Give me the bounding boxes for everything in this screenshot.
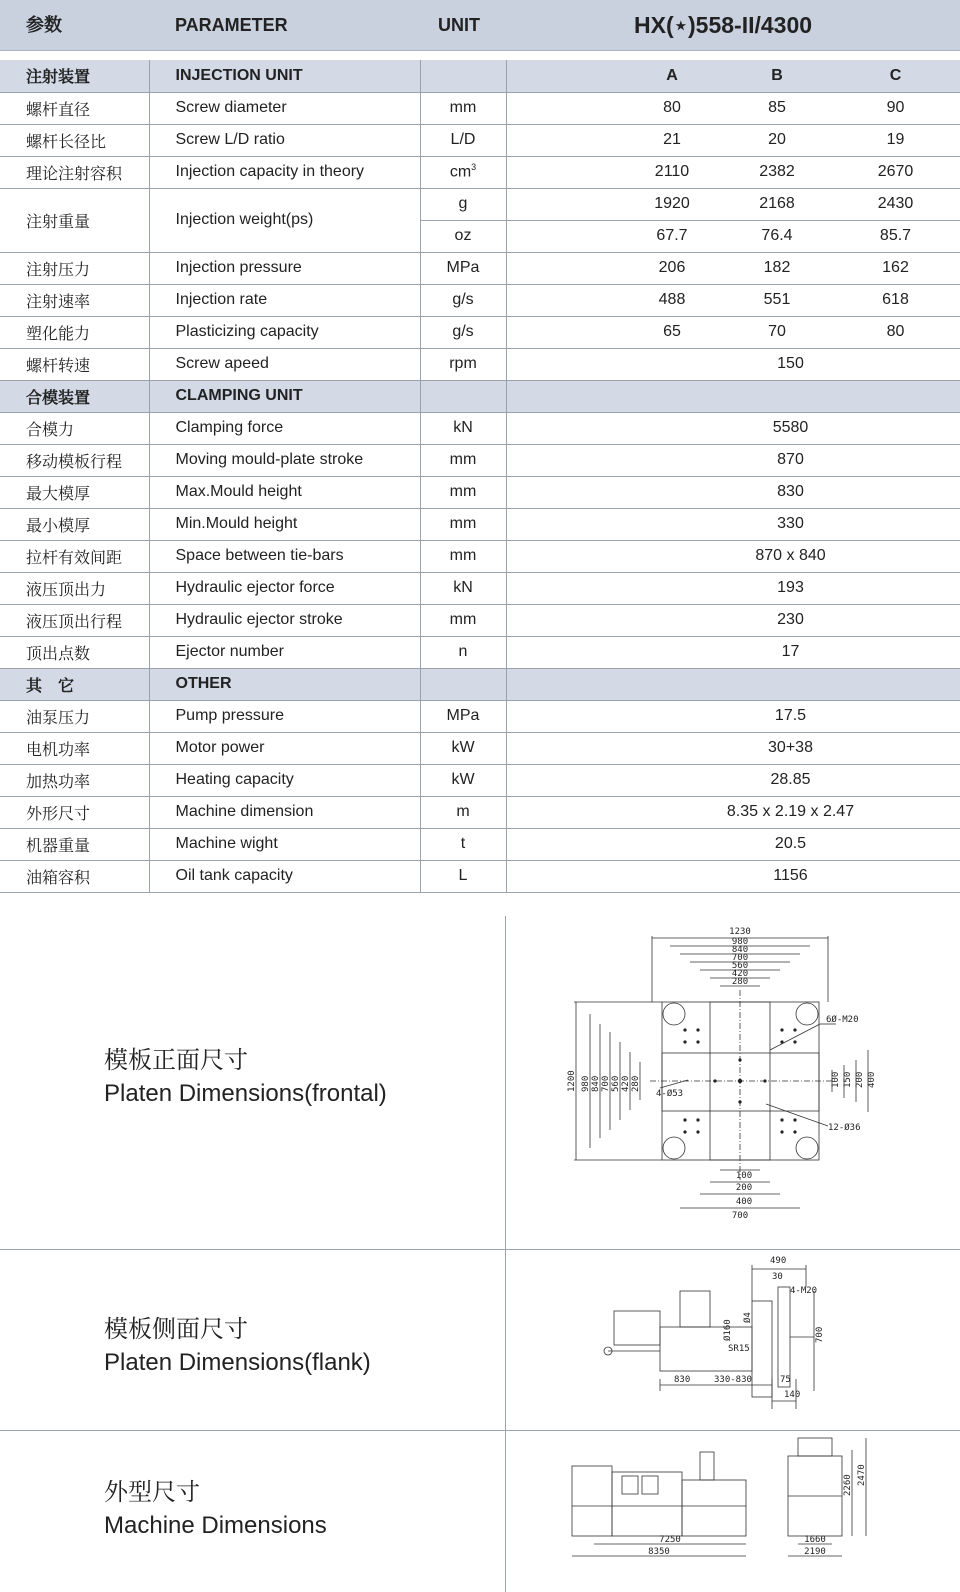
param-name-cn: 电机功率 <box>0 732 149 764</box>
value-spacer <box>506 444 621 476</box>
machine-dim-width2: 8350 <box>648 1547 670 1557</box>
flank-label <box>104 1313 371 1379</box>
table-row <box>0 92 960 124</box>
value-spacer <box>506 476 621 508</box>
dim-top-1: 980 <box>731 937 749 947</box>
param-value: 206 <box>621 252 723 284</box>
param-unit <box>420 636 506 668</box>
machine-dim-h2: 2470 <box>857 1464 867 1486</box>
dim-left-1: 980 <box>581 1075 591 1092</box>
param-unit-text: L <box>458 867 468 884</box>
param-name-cn: 加热功率 <box>0 764 149 796</box>
dim-bottom-3: 700 <box>731 1211 749 1221</box>
param-value: 20.5 <box>621 828 960 860</box>
param-name-cn: 液压顶出力 <box>0 572 149 604</box>
param-unit <box>420 732 506 764</box>
param-name-en: Injection pressure <box>149 252 420 284</box>
param-name-cn: 液压顶出行程 <box>0 604 149 636</box>
value-spacer <box>506 700 621 732</box>
param-name-cn: 外形尺寸 <box>0 796 149 828</box>
section-title-en: CLAMPING UNIT <box>149 380 420 412</box>
param-name-cn: 注射重量 <box>0 188 149 252</box>
param-name-cn: 最大模厚 <box>0 476 149 508</box>
machine-label-cn: 外型尺寸 <box>104 1479 200 1506</box>
param-name-cn: 注射压力 <box>0 252 149 284</box>
param-unit <box>420 540 506 572</box>
value-spacer <box>506 636 621 668</box>
param-value: 17 <box>621 636 960 668</box>
section-col-blank <box>621 668 960 700</box>
frontal-label-cn: 模板正面尺寸 <box>104 1047 248 1074</box>
param-value: 2382 <box>723 156 831 188</box>
param-name-en: Screw apeed <box>149 348 420 380</box>
param-value: 17.5 <box>621 700 960 732</box>
dim-right-1: 150 <box>843 1071 853 1088</box>
param-unit-text: kN <box>453 419 473 436</box>
param-value: 5580 <box>621 412 960 444</box>
dim-left-0: 1200 <box>567 1070 577 1092</box>
column-label: A <box>621 60 723 92</box>
param-unit-text: MPa <box>446 259 480 276</box>
param-unit-text: rpm <box>449 355 477 372</box>
param-unit-text: mm <box>449 515 477 532</box>
table-row <box>0 828 960 860</box>
param-unit-text: MPa <box>446 707 480 724</box>
param-unit-text: kN <box>453 579 473 596</box>
table-row <box>0 348 960 380</box>
value-spacer <box>506 860 621 892</box>
param-unit-text: mm <box>449 547 477 564</box>
param-name-en: Hydraulic ejector stroke <box>149 604 420 636</box>
section-col-blank <box>621 380 960 412</box>
table-row <box>0 188 960 220</box>
section-header-row <box>0 380 960 412</box>
param-name-en: Clamping force <box>149 412 420 444</box>
table-row <box>0 412 960 444</box>
table-row <box>0 764 960 796</box>
param-unit <box>420 252 506 284</box>
section-header-row <box>0 668 960 700</box>
header-col-en: PARAMETER <box>175 15 288 35</box>
table-row <box>0 124 960 156</box>
param-name-en: Hydraulic ejector force <box>149 572 420 604</box>
tie-bar-hole <box>796 1003 818 1025</box>
panel-divider <box>505 1249 506 1430</box>
dim-top-2: 840 <box>731 945 749 955</box>
param-value: 90 <box>831 92 960 124</box>
param-name-en: Max.Mould height <box>149 476 420 508</box>
param-value: 2168 <box>723 188 831 220</box>
flank-dim-range: 330-830 <box>714 1375 752 1385</box>
param-name-en: Pump pressure <box>149 700 420 732</box>
value-spacer <box>506 412 621 444</box>
dim-top-5: 420 <box>731 969 749 979</box>
param-value: 193 <box>621 572 960 604</box>
param-unit <box>420 316 506 348</box>
value-spacer <box>506 540 621 572</box>
section-title-cn: 合模装置 <box>0 380 149 412</box>
panel-divider <box>505 916 506 1249</box>
machine-side-front <box>572 1466 612 1536</box>
flank-drawing <box>600 1251 850 1427</box>
param-value: 30+38 <box>621 732 960 764</box>
dim-top-3: 700 <box>731 953 749 963</box>
callout-hole: 12-Ø36 <box>828 1123 861 1133</box>
section-title-cn: 其 它 <box>0 668 149 700</box>
flank-callout-thread: 4-M20 <box>790 1286 818 1296</box>
param-value: 21 <box>621 124 723 156</box>
param-value: 28.85 <box>621 764 960 796</box>
param-unit-text: mm <box>449 451 477 468</box>
param-unit-text: kW <box>451 771 475 788</box>
param-unit <box>420 476 506 508</box>
param-value: 618 <box>831 284 960 316</box>
param-unit <box>420 284 506 316</box>
param-value: 2110 <box>621 156 723 188</box>
dim-left-3: 700 <box>601 1075 611 1092</box>
section-unit-blank <box>420 60 506 92</box>
table-row <box>0 636 960 668</box>
flank-dim-sr: SR15 <box>728 1344 750 1354</box>
param-unit <box>420 828 506 860</box>
param-name-en: Injection weight(ps) <box>149 188 420 252</box>
value-spacer <box>506 508 621 540</box>
param-value: 76.4 <box>723 220 831 252</box>
flank-dim-top: 490 <box>770 1256 787 1266</box>
param-value: 2430 <box>831 188 960 220</box>
param-value: 65 <box>621 316 723 348</box>
param-unit <box>420 188 506 220</box>
value-spacer <box>506 828 621 860</box>
machine-label <box>104 1476 327 1542</box>
tie-bar-hole <box>663 1137 685 1159</box>
param-name-en: Injection rate <box>149 284 420 316</box>
param-name-cn: 注射速率 <box>0 284 149 316</box>
value-spacer <box>506 124 621 156</box>
param-name-cn: 理论注射容积 <box>0 156 149 188</box>
section-title-cn: 注射装置 <box>0 60 149 92</box>
section-unit-blank <box>420 380 506 412</box>
param-value: 1920 <box>621 188 723 220</box>
param-value: 182 <box>723 252 831 284</box>
panel-flank <box>0 1249 960 1431</box>
value-spacer <box>506 572 621 604</box>
param-name-cn: 螺杆长径比 <box>0 124 149 156</box>
param-name-en: Injection capacity in theory <box>149 156 420 188</box>
table-row <box>0 732 960 764</box>
param-unit <box>420 604 506 636</box>
param-value: 150 <box>621 348 960 380</box>
frontal-drawing <box>567 920 900 1240</box>
value-spacer <box>506 604 621 636</box>
param-unit <box>420 796 506 828</box>
flank-dim-phi4: Ø4 <box>743 1312 753 1323</box>
param-name-cn: 最小模厚 <box>0 508 149 540</box>
param-unit-sup: 3 <box>471 162 477 173</box>
dim-bottom-0: 100 <box>735 1171 753 1181</box>
param-unit-text: n <box>458 643 468 660</box>
table-row <box>0 444 960 476</box>
flank-dim-830: 830 <box>674 1375 691 1385</box>
param-unit-text: cm <box>449 163 472 181</box>
machine-drawing <box>570 1436 890 1566</box>
table-row <box>0 476 960 508</box>
param-value: 230 <box>621 604 960 636</box>
flank-dim-140: 140 <box>784 1390 801 1400</box>
param-name-cn: 螺杆直径 <box>0 92 149 124</box>
table-row <box>0 156 960 188</box>
table-row <box>0 540 960 572</box>
param-name-cn: 合模力 <box>0 412 149 444</box>
value-spacer <box>506 156 621 188</box>
value-spacer <box>506 92 621 124</box>
param-unit-text: g/s <box>452 291 474 308</box>
param-unit-text: mm <box>449 611 477 628</box>
param-name-en: Machine dimension <box>149 796 420 828</box>
param-name-en: Min.Mould height <box>149 508 420 540</box>
flank-label-en: Platen Dimensions(flank) <box>104 1349 371 1376</box>
param-value: 85 <box>723 92 831 124</box>
param-unit-text: g/s <box>452 323 474 340</box>
panel-frontal <box>0 916 960 1250</box>
machine-dim-side2: 2190 <box>804 1547 826 1557</box>
dim-right-0: 100 <box>831 1071 841 1088</box>
dim-left-6: 280 <box>631 1075 641 1092</box>
machine-dim-width1: 7250 <box>659 1535 681 1545</box>
dim-left-4: 560 <box>611 1075 621 1092</box>
dim-left-2: 840 <box>591 1075 601 1092</box>
table-row <box>0 860 960 892</box>
param-unit <box>420 412 506 444</box>
param-name-en: Heating capacity <box>149 764 420 796</box>
value-spacer <box>506 348 621 380</box>
table-row <box>0 700 960 732</box>
dim-bottom-1: 200 <box>735 1183 753 1193</box>
callout-thread: 6Ø-M20 <box>826 1015 859 1025</box>
param-value: 20 <box>723 124 831 156</box>
section-col-blank <box>506 60 621 92</box>
flank-dim-75: 75 <box>780 1375 791 1385</box>
param-name-cn: 移动模板行程 <box>0 444 149 476</box>
value-spacer <box>506 764 621 796</box>
param-value: 85.7 <box>831 220 960 252</box>
machine-dim-side1: 1660 <box>804 1535 826 1545</box>
param-name-en: Space between tie-bars <box>149 540 420 572</box>
column-label: B <box>723 60 831 92</box>
param-name-cn: 塑化能力 <box>0 316 149 348</box>
machine-dim-h1: 2260 <box>843 1474 853 1496</box>
tie-bar-hole <box>796 1137 818 1159</box>
param-unit <box>420 348 506 380</box>
param-unit <box>420 508 506 540</box>
param-name-en: Plasticizing capacity <box>149 316 420 348</box>
param-value: 488 <box>621 284 723 316</box>
param-value: 19 <box>831 124 960 156</box>
column-label: C <box>831 60 960 92</box>
param-name-cn: 拉杆有效间距 <box>0 540 149 572</box>
param-name-en: Ejector number <box>149 636 420 668</box>
flank-dim-right: 700 <box>815 1326 825 1343</box>
param-name-cn: 油箱容积 <box>0 860 149 892</box>
callout-hole-small: 4-Ø53 <box>656 1089 684 1099</box>
param-unit: oz <box>420 220 506 252</box>
param-name-en: Oil tank capacity <box>149 860 420 892</box>
param-value: 551 <box>723 284 831 316</box>
param-unit <box>420 572 506 604</box>
section-title-en: OTHER <box>149 668 420 700</box>
value-spacer <box>506 316 621 348</box>
spec-table <box>0 60 960 893</box>
dim-top-0: 1230 <box>729 927 751 937</box>
param-value: 162 <box>831 252 960 284</box>
header-model: HX(⋆)558-II/4300 <box>634 12 813 38</box>
section-col-blank <box>506 668 621 700</box>
section-title-en: INJECTION UNIT <box>149 60 420 92</box>
machine-label-en: Machine Dimensions <box>104 1512 327 1539</box>
section-header-row <box>0 60 960 92</box>
section-col-blank <box>506 380 621 412</box>
param-unit <box>420 700 506 732</box>
param-value: 830 <box>621 476 960 508</box>
dim-bottom-2: 400 <box>735 1197 753 1207</box>
value-spacer <box>506 252 621 284</box>
param-name-en: Moving mould-plate stroke <box>149 444 420 476</box>
param-value: 870 <box>621 444 960 476</box>
frontal-label-en: Platen Dimensions(frontal) <box>104 1080 387 1107</box>
param-name-en: Machine wight <box>149 828 420 860</box>
param-name-en: Screw L/D ratio <box>149 124 420 156</box>
table-row <box>0 284 960 316</box>
param-unit <box>420 92 506 124</box>
flank-dim-phi160: Ø160 <box>723 1319 733 1341</box>
param-unit-text: mm <box>449 99 477 116</box>
table-row <box>0 316 960 348</box>
flank-dim-top2: 30 <box>772 1272 783 1282</box>
param-value: 67.7 <box>621 220 723 252</box>
header-col-unit: UNIT <box>438 15 480 35</box>
param-name-cn: 螺杆转速 <box>0 348 149 380</box>
section-unit-blank <box>420 668 506 700</box>
table-row <box>0 604 960 636</box>
frontal-label <box>104 1044 387 1110</box>
panel-divider <box>505 1430 506 1592</box>
dim-left-5: 420 <box>621 1075 631 1092</box>
header-col-cn: 参数 <box>26 15 62 35</box>
param-value: 870 x 840 <box>621 540 960 572</box>
param-name-en: Motor power <box>149 732 420 764</box>
param-unit <box>420 764 506 796</box>
spec-header <box>0 0 960 51</box>
dim-top-4: 560 <box>731 961 749 971</box>
param-name-cn: 油泵压力 <box>0 700 149 732</box>
tie-bar-hole <box>663 1003 685 1025</box>
param-unit-text: t <box>460 835 466 852</box>
param-unit <box>420 156 506 188</box>
param-value: 70 <box>723 316 831 348</box>
param-value: 8.35 x 2.19 x 2.47 <box>621 796 960 828</box>
param-name-cn: 顶出点数 <box>0 636 149 668</box>
param-name-en: Screw diameter <box>149 92 420 124</box>
param-unit <box>420 124 506 156</box>
param-value: 1156 <box>621 860 960 892</box>
param-unit-text: kW <box>451 739 475 756</box>
value-spacer <box>506 220 621 252</box>
param-unit-text: mm <box>449 483 477 500</box>
table-row <box>0 252 960 284</box>
flank-label-cn: 模板侧面尺寸 <box>104 1316 248 1343</box>
dim-right-3: 400 <box>867 1071 877 1088</box>
value-spacer <box>506 732 621 764</box>
param-value: 2670 <box>831 156 960 188</box>
param-unit <box>420 444 506 476</box>
table-row <box>0 796 960 828</box>
value-spacer <box>506 188 621 220</box>
param-value: 330 <box>621 508 960 540</box>
param-value: 80 <box>831 316 960 348</box>
dim-right-2: 200 <box>855 1071 865 1088</box>
param-unit-text: L/D <box>450 131 476 148</box>
param-value: 80 <box>621 92 723 124</box>
param-unit-text: m <box>456 803 470 820</box>
param-unit-text: g <box>458 195 468 212</box>
param-unit <box>420 860 506 892</box>
param-name-cn: 机器重量 <box>0 828 149 860</box>
dim-top-6: 280 <box>731 977 749 987</box>
value-spacer <box>506 284 621 316</box>
table-row <box>0 508 960 540</box>
value-spacer <box>506 796 621 828</box>
panel-machine <box>0 1430 960 1592</box>
table-row <box>0 572 960 604</box>
